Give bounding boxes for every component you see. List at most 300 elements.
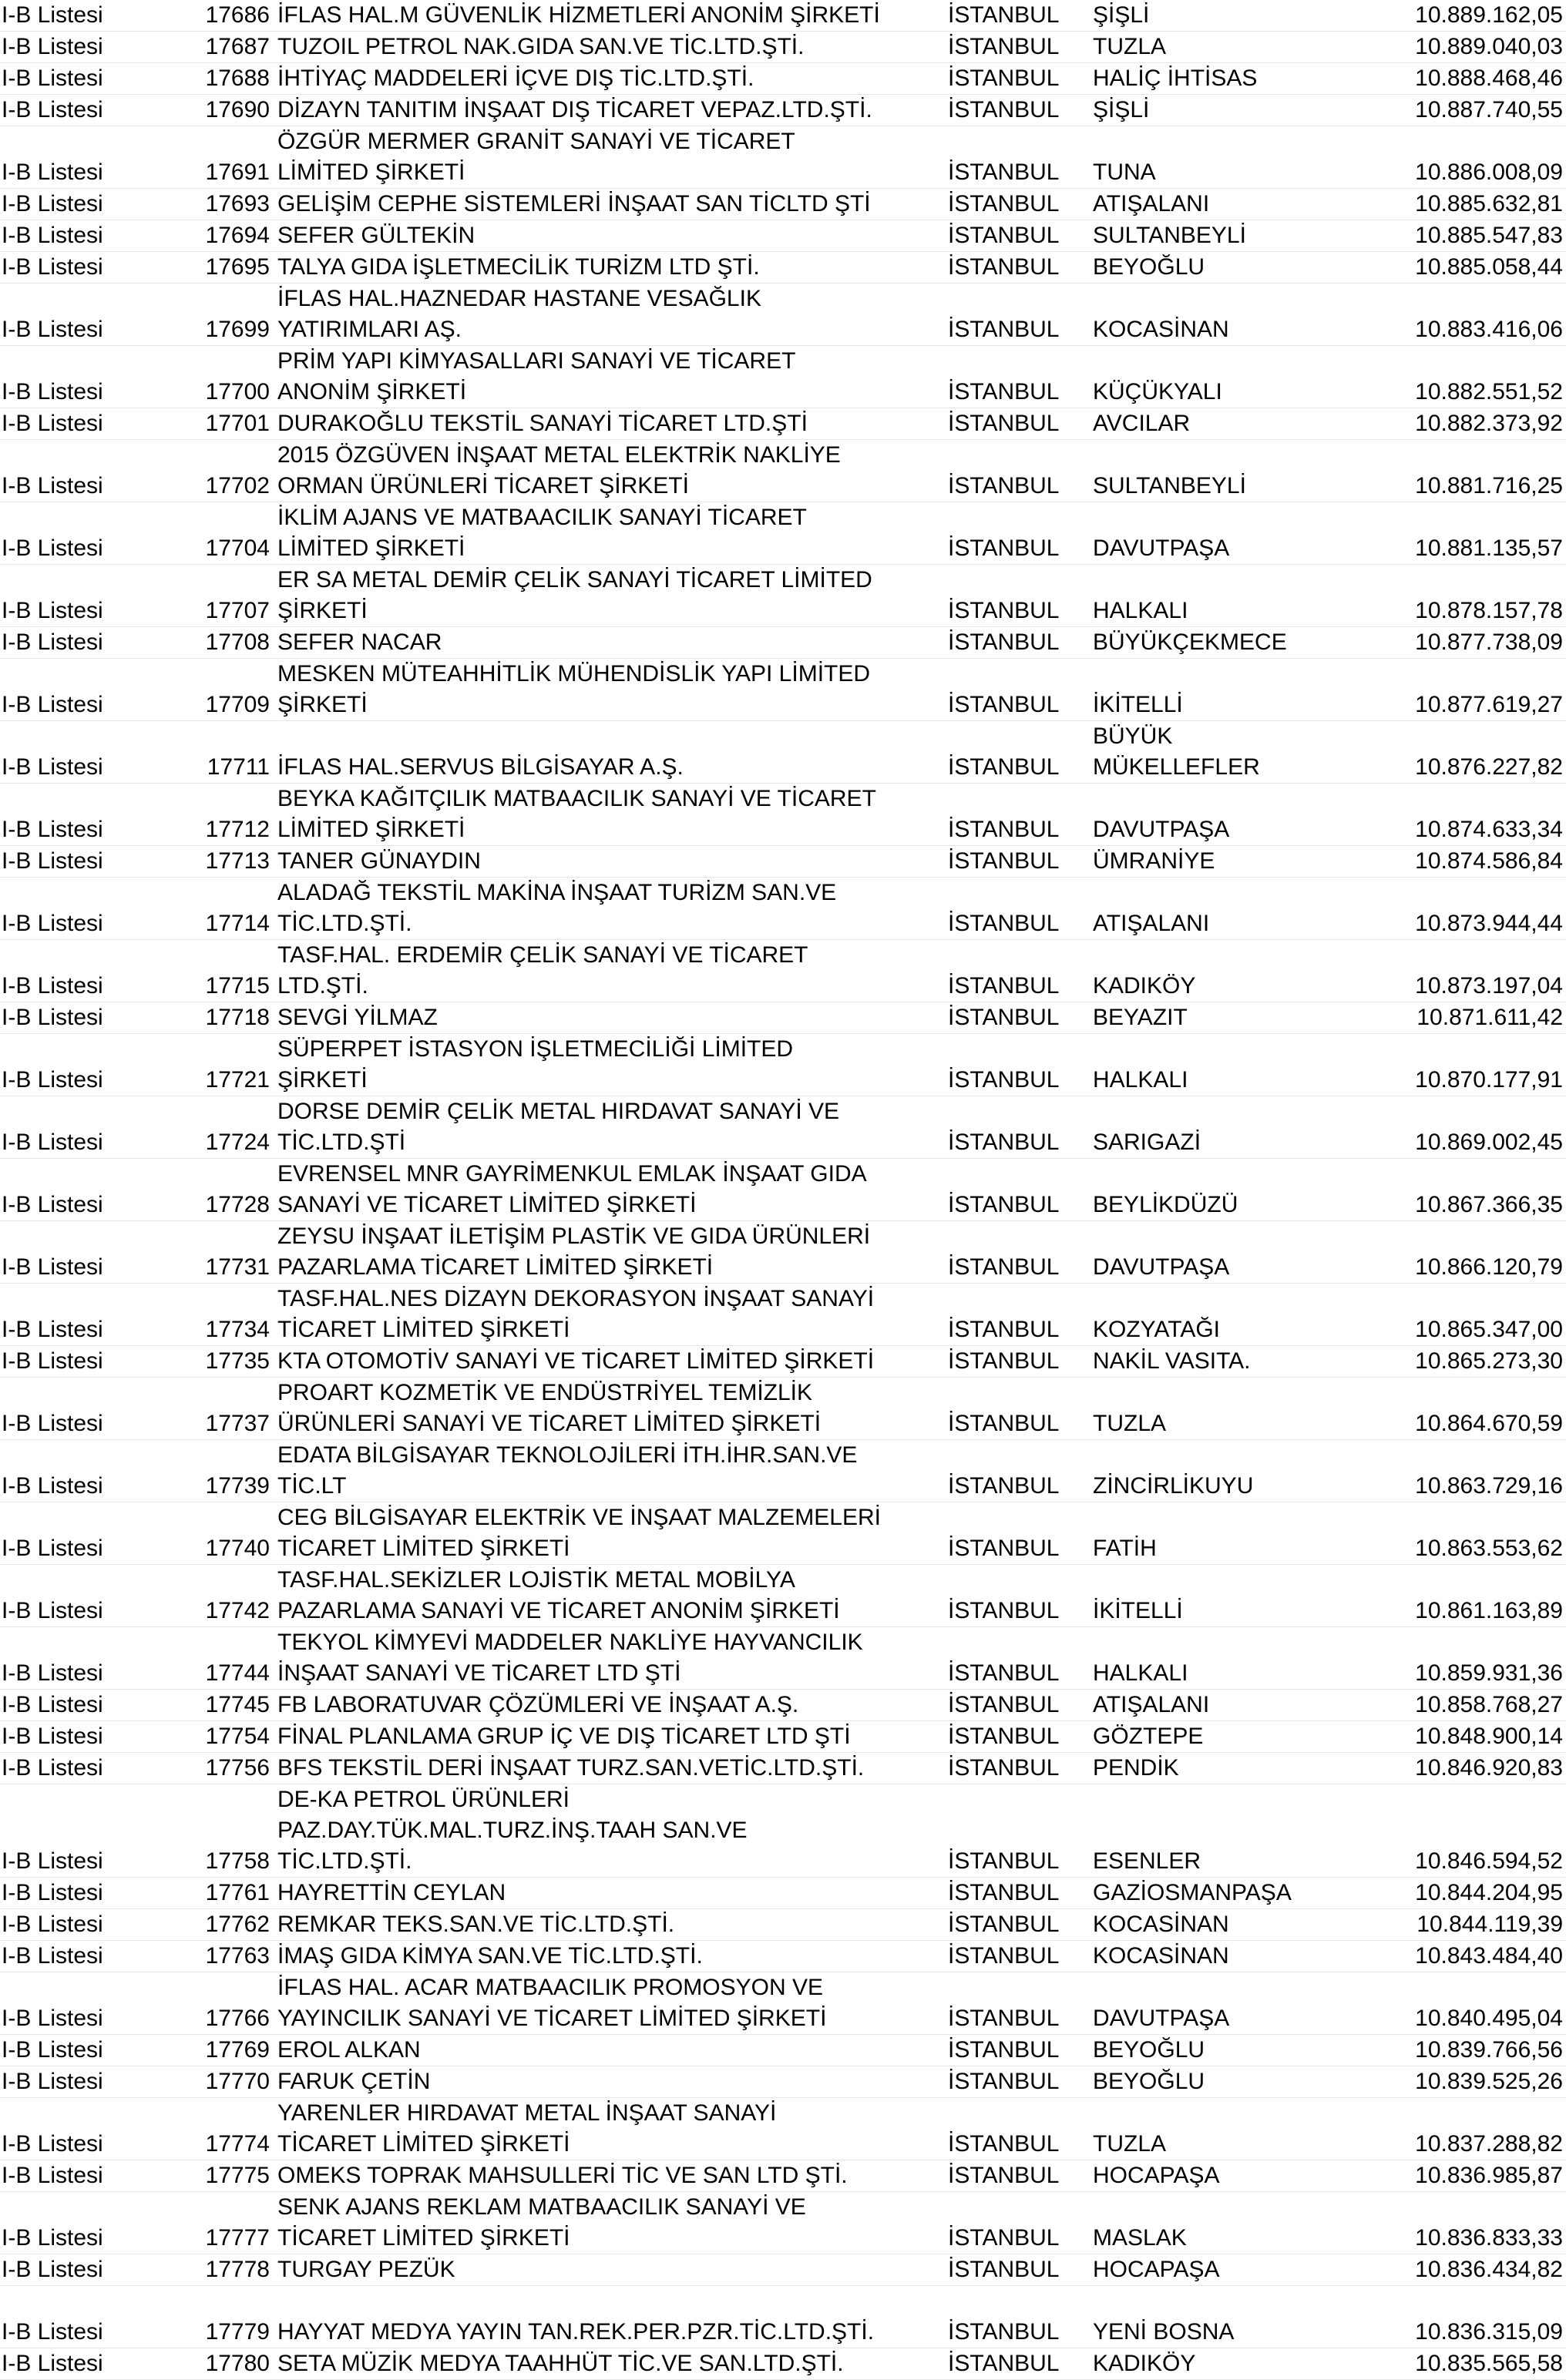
taxpayer-name-cell — [274, 189, 945, 220]
debt-amount-cell: 10.877.738,09 — [1376, 627, 1566, 659]
sequence-number-cell: 17693 — [197, 189, 274, 220]
tax-office-cell-line: BEYOĞLU — [1093, 2037, 1205, 2063]
taxpayer-name-cell-line: EDATA BİLGİSAYAR TEKNOLOJİLERİ İTH.İHR.SAN.VE — [277, 1442, 858, 1468]
debt-amount-cell: 10.871.611,42 — [1376, 1002, 1566, 1034]
taxpayer-name-cell-line: LİMİTED ŞİRKETİ — [277, 159, 465, 185]
taxpayer-name-cell-line: DE-KA PETROL ÜRÜNLERİ — [277, 1787, 570, 1812]
tax-office-cell-line: KOCASİNAN — [1093, 317, 1229, 342]
taxpayer-name-cell-line: ŞİRKETİ — [277, 1067, 368, 1093]
taxpayer-name-cell-line: İFLAS HAL.HAZNEDAR HASTANE VESAĞLIK — [277, 286, 761, 311]
list-type-cell: I-B Listesi — [0, 846, 197, 878]
tax-office-cell — [1090, 0, 1376, 32]
taxpayer-name-cell — [274, 2317, 945, 2348]
debt-amount-cell: 10.870.177,91 — [1376, 1034, 1566, 1096]
tax-office-cell — [1090, 1440, 1376, 1502]
taxpayer-name-cell — [274, 1972, 945, 2035]
debt-amount-cell: 10.844.119,39 — [1376, 1909, 1566, 1941]
list-type-cell: I-B Listesi — [0, 32, 197, 63]
city-cell: İSTANBUL — [945, 1221, 1090, 1284]
table-row — [0, 1284, 1566, 1346]
tax-office-cell — [1090, 1284, 1376, 1346]
taxpayer-name-cell-line: ŞİRKETİ — [277, 692, 368, 717]
list-type-cell: I-B Listesi — [0, 1284, 197, 1346]
sequence-number-cell: 17770 — [197, 2066, 274, 2098]
taxpayer-name-cell-line: İMAŞ GIDA KİMYA SAN.VE TİC.LTD.ŞTİ. — [277, 1943, 703, 1969]
taxpayer-name-cell-line: HAYYAT MEDYA YAYIN TAN.REK.PER.PZR.TİC.LTD.ŞTİ. — [277, 2319, 875, 2345]
debt-amount-cell: 10.861.163,89 — [1376, 1565, 1566, 1627]
debt-amount-cell: 10.885.058,44 — [1376, 252, 1566, 284]
taxpayer-name-cell-line: FB LABORATUVAR ÇÖZÜMLERİ VE İNŞAAT A.Ş. — [277, 1692, 799, 1717]
taxpayer-name-cell — [274, 2098, 945, 2160]
taxpayer-name-cell — [274, 878, 945, 940]
taxpayer-name-cell-line: TALYA GIDA İŞLETMECİLİK TURİZM LTD ŞTİ. — [277, 254, 760, 280]
table-row — [0, 32, 1566, 63]
taxpayer-name-cell-line: ER SA METAL DEMİR ÇELİK SANAYİ TİCARET LİMİTED — [277, 567, 872, 592]
debt-amount-cell: 10.840.495,04 — [1376, 1972, 1566, 2035]
taxpayer-name-cell — [274, 846, 945, 878]
debt-amount-cell: 10.865.273,30 — [1376, 1346, 1566, 1378]
debt-amount-cell: 10.837.288,82 — [1376, 2098, 1566, 2160]
table-row — [0, 2317, 1566, 2348]
tax-office-cell-line: SARIGAZİ — [1093, 1130, 1201, 1155]
tax-office-cell — [1090, 32, 1376, 63]
tax-office-cell-line: YENİ BOSNA — [1093, 2319, 1235, 2345]
tax-office-cell — [1090, 940, 1376, 1002]
list-type-cell: I-B Listesi — [0, 1941, 197, 1972]
sequence-number-cell: 17702 — [197, 440, 274, 502]
debt-amount-cell: 10.867.366,35 — [1376, 1159, 1566, 1221]
table-row — [0, 1565, 1566, 1627]
taxpayer-name-cell-line: SEVGİ YİLMAZ — [277, 1005, 438, 1030]
city-cell: İSTANBUL — [945, 2254, 1090, 2286]
tax-office-cell-line: TUNA — [1093, 159, 1156, 185]
sequence-number-cell: 17739 — [197, 1440, 274, 1502]
taxpayer-name-cell-line: TUZOIL PETROL NAK.GIDA SAN.VE TİC.LTD.ŞTİ. — [277, 34, 805, 59]
debt-amount-cell: 10.886.008,09 — [1376, 126, 1566, 189]
taxpayer-name-cell-line: İHTİYAÇ MADDELERİ İÇVE DIŞ TİC.LTD.ŞTİ. — [277, 65, 754, 91]
debt-amount-cell: 10.885.632,81 — [1376, 189, 1566, 220]
sequence-number-cell: 17779 — [197, 2317, 274, 2348]
taxpayer-name-cell-line: ALADAĞ TEKSTİL MAKİNA İNŞAAT TURİZM SAN.VE — [277, 880, 837, 905]
taxpayer-name-cell-line: REMKAR TEKS.SAN.VE TİC.LTD.ŞTİ. — [277, 1912, 675, 1937]
tax-office-cell — [1090, 2192, 1376, 2254]
taxpayer-name-cell-line: TİC.LTD.ŞTİ — [277, 1130, 406, 1155]
taxpayer-name-cell — [274, 2348, 945, 2380]
city-cell: İSTANBUL — [945, 1502, 1090, 1565]
tax-office-cell-line: BEYLİKDÜZÜ — [1093, 1192, 1238, 1217]
taxpayer-name-cell-line: YATIRIMLARI AŞ. — [277, 317, 462, 342]
taxpayer-name-cell-line: ÜRÜNLERİ SANAYİ VE TİCARET LİMİTED ŞİRKETİ — [277, 1411, 822, 1436]
list-type-cell: I-B Listesi — [0, 1346, 197, 1378]
tax-office-cell-line: BEYOĞLU — [1093, 2069, 1205, 2094]
tax-office-cell-line: GÖZTEPE — [1093, 1724, 1204, 1749]
debt-amount-cell: 10.883.416,06 — [1376, 284, 1566, 346]
debt-amount-cell: 10.863.729,16 — [1376, 1440, 1566, 1502]
sequence-number-cell: 17700 — [197, 346, 274, 408]
table-row — [0, 1941, 1566, 1972]
taxpayer-name-cell — [274, 2066, 945, 2098]
tax-office-cell — [1090, 1378, 1376, 1440]
taxpayer-name-cell-line: İNŞAAT SANAYİ VE TİCARET LTD ŞTİ — [277, 1660, 681, 1686]
list-type-cell: I-B Listesi — [0, 1378, 197, 1440]
taxpayer-name-cell — [274, 126, 945, 189]
tax-office-cell-line: ÜMRANİYE — [1093, 848, 1215, 874]
tax-office-cell — [1090, 95, 1376, 126]
list-type-cell: I-B Listesi — [0, 2160, 197, 2192]
tax-office-cell — [1090, 1034, 1376, 1096]
city-cell: İSTANBUL — [945, 846, 1090, 878]
taxpayer-name-cell-line: ORMAN ÜRÜNLERİ TİCARET ŞİRKETİ — [277, 473, 689, 498]
taxpayer-name-cell-line: TEKYOL KİMYEVİ MADDELER NAKLİYE HAYVANCILIK — [277, 1630, 863, 1655]
table-row — [0, 878, 1566, 940]
empty-cell — [1090, 2286, 1376, 2318]
city-cell: İSTANBUL — [945, 1878, 1090, 1909]
taxpayer-name-cell-line: TİC.LTD.ŞTİ. — [277, 1848, 412, 1874]
tax-office-cell — [1090, 189, 1376, 220]
taxpayer-name-cell — [274, 1096, 945, 1159]
empty-cell — [0, 2286, 197, 2318]
city-cell: İSTANBUL — [945, 1034, 1090, 1096]
table-row — [0, 2192, 1566, 2254]
debt-amount-cell: 10.839.766,56 — [1376, 2035, 1566, 2066]
city-cell: İSTANBUL — [945, 284, 1090, 346]
tax-office-cell — [1090, 2317, 1376, 2348]
table-row — [0, 721, 1566, 784]
list-type-cell: I-B Listesi — [0, 126, 197, 189]
table-row — [0, 252, 1566, 284]
list-type-cell: I-B Listesi — [0, 878, 197, 940]
tax-office-cell-line: İKİTELLİ — [1093, 692, 1183, 717]
empty-cell — [1376, 2286, 1566, 2318]
table-row — [0, 1909, 1566, 1941]
sequence-number-cell: 17761 — [197, 1878, 274, 1909]
tax-office-cell-line: PENDİK — [1093, 1755, 1179, 1781]
sequence-number-cell: 17754 — [197, 1721, 274, 1753]
tax-office-cell — [1090, 1972, 1376, 2035]
debt-amount-cell: 10.869.002,45 — [1376, 1096, 1566, 1159]
table-row — [0, 846, 1566, 878]
city-cell: İSTANBUL — [945, 659, 1090, 721]
list-type-cell: I-B Listesi — [0, 2192, 197, 2254]
taxpayer-name-cell — [274, 63, 945, 95]
taxpayer-name-cell — [274, 1690, 945, 1721]
tax-office-cell-line: AVCILAR — [1093, 411, 1191, 436]
taxpayer-name-cell-line: TASF.HAL.NES DİZAYN DEKORASYON İNŞAAT SANAYİ — [277, 1286, 875, 1311]
taxpayer-name-cell — [274, 1941, 945, 1972]
city-cell: İSTANBUL — [945, 1346, 1090, 1378]
tax-office-cell — [1090, 1159, 1376, 1221]
taxpayer-name-cell — [274, 32, 945, 63]
taxpayer-name-cell-line: LTD.ŞTİ. — [277, 973, 368, 999]
tax-office-cell-line: KÜÇÜKYALI — [1093, 379, 1222, 404]
debt-amount-cell: 10.836.315,09 — [1376, 2317, 1566, 2348]
debt-amount-cell: 10.882.551,52 — [1376, 346, 1566, 408]
sequence-number-cell: 17721 — [197, 1034, 274, 1096]
taxpayer-name-cell — [274, 1753, 945, 1784]
sequence-number-cell: 17740 — [197, 1502, 274, 1565]
list-type-cell: I-B Listesi — [0, 1440, 197, 1502]
taxpayer-name-cell-line: TİC.LT — [277, 1473, 347, 1499]
taxpayer-name-cell — [274, 1002, 945, 1034]
list-type-cell: I-B Listesi — [0, 940, 197, 1002]
table-row — [0, 2066, 1566, 2098]
sequence-number-cell: 17694 — [197, 220, 274, 252]
tax-office-cell — [1090, 2160, 1376, 2192]
sequence-number-cell: 17742 — [197, 1565, 274, 1627]
tax-office-cell-line: TUZLA — [1093, 1411, 1167, 1436]
taxpayer-name-cell-line: DORSE DEMİR ÇELİK METAL HIRDAVAT SANAYİ VE — [277, 1099, 840, 1124]
tax-office-cell — [1090, 659, 1376, 721]
taxpayer-name-cell-line: İFLAS HAL. ACAR MATBAACILIK PROMOSYON VE — [277, 1975, 823, 2000]
sequence-number-cell: 17686 — [197, 0, 274, 32]
taxpayer-name-cell — [274, 2254, 945, 2286]
debt-amount-cell: 10.864.670,59 — [1376, 1378, 1566, 1440]
tax-office-cell — [1090, 1096, 1376, 1159]
taxpayer-name-cell-line: PAZARLAMA TİCARET LİMİTED ŞİRKETİ — [277, 1254, 714, 1280]
city-cell: İSTANBUL — [945, 1440, 1090, 1502]
tax-office-cell-line: KOCASİNAN — [1093, 1912, 1229, 1937]
taxpayer-name-cell — [274, 1627, 945, 1690]
table-row — [0, 2348, 1566, 2380]
taxpayer-name-cell-line: SEFER NACAR — [277, 629, 442, 655]
list-type-cell: I-B Listesi — [0, 1565, 197, 1627]
tax-office-cell-line: BÜYÜKÇEKMECE — [1093, 629, 1287, 655]
debt-amount-cell: 10.859.931,36 — [1376, 1627, 1566, 1690]
tax-office-cell — [1090, 2098, 1376, 2160]
debt-amount-cell: 10.873.197,04 — [1376, 940, 1566, 1002]
taxpayer-name-cell-line: LİMİTED ŞİRKETİ — [277, 817, 465, 842]
taxpayer-name-cell-line: ANONİM ŞİRKETİ — [277, 379, 467, 404]
table-row — [0, 2035, 1566, 2066]
tax-office-cell — [1090, 1565, 1376, 1627]
list-type-cell: I-B Listesi — [0, 1034, 197, 1096]
list-type-cell: I-B Listesi — [0, 1753, 197, 1784]
tax-office-cell-line: MÜKELLEFLER — [1093, 754, 1260, 780]
list-type-cell: I-B Listesi — [0, 1784, 197, 1878]
taxpayer-name-cell-line: PROART KOZMETİK VE ENDÜSTRİYEL TEMİZLİK — [277, 1380, 813, 1405]
taxpayer-name-cell — [274, 721, 945, 784]
taxpayer-name-cell-line: YARENLER HIRDAVAT METAL İNŞAAT SANAYİ — [277, 2100, 777, 2126]
list-type-cell: I-B Listesi — [0, 1159, 197, 1221]
taxpayer-name-cell-line: TİCARET LİMİTED ŞİRKETİ — [277, 1317, 570, 1342]
tax-office-cell-line: DAVUTPAŞA — [1093, 2006, 1230, 2031]
city-cell: İSTANBUL — [945, 627, 1090, 659]
taxpayer-name-cell-line: TURGAY PEZÜK — [277, 2257, 455, 2282]
taxpayer-name-cell-line: 2015 ÖZGÜVEN İNŞAAT METAL ELEKTRİK NAKLİYE — [277, 442, 841, 468]
list-type-cell: I-B Listesi — [0, 2348, 197, 2380]
tax-office-cell — [1090, 846, 1376, 878]
sequence-number-cell: 17690 — [197, 95, 274, 126]
table-row — [0, 1784, 1566, 1878]
table-row — [0, 1002, 1566, 1034]
tax-office-cell-line: KADIKÖY — [1093, 2351, 1196, 2376]
city-cell: İSTANBUL — [945, 252, 1090, 284]
taxpayer-name-cell-line: TİC.LTD.ŞTİ. — [277, 911, 412, 936]
taxpayer-name-cell — [274, 2035, 945, 2066]
sequence-number-cell: 17758 — [197, 1784, 274, 1878]
taxpayer-name-cell-line: TASF.HAL. ERDEMİR ÇELİK SANAYİ VE TİCARET — [277, 942, 808, 968]
city-cell: İSTANBUL — [945, 1284, 1090, 1346]
city-cell: İSTANBUL — [945, 189, 1090, 220]
tax-office-cell — [1090, 220, 1376, 252]
tax-office-cell — [1090, 565, 1376, 627]
debt-amount-cell: 10.839.525,26 — [1376, 2066, 1566, 2098]
table-row — [0, 1627, 1566, 1690]
city-cell: İSTANBUL — [945, 32, 1090, 63]
list-type-cell: I-B Listesi — [0, 2098, 197, 2160]
tax-office-cell-line: HOCAPAŞA — [1093, 2257, 1220, 2282]
sequence-number-cell: 17778 — [197, 2254, 274, 2286]
taxpayer-name-cell — [274, 502, 945, 565]
tax-office-cell — [1090, 1878, 1376, 1909]
debt-amount-cell: 10.846.920,83 — [1376, 1753, 1566, 1784]
tax-office-cell — [1090, 1721, 1376, 1753]
list-type-cell: I-B Listesi — [0, 1690, 197, 1721]
taxpayer-name-cell-line: PRİM YAPI KİMYASALLARI SANAYİ VE TİCARET — [277, 348, 796, 374]
tax-office-cell-line: İKİTELLİ — [1093, 1598, 1183, 1623]
table-row — [0, 659, 1566, 721]
list-type-cell: I-B Listesi — [0, 2035, 197, 2066]
taxpayer-name-cell-line: TASF.HAL.SEKİZLER LOJİSTİK METAL MOBİLYA — [277, 1567, 795, 1593]
table-row — [0, 284, 1566, 346]
tax-office-cell — [1090, 1627, 1376, 1690]
taxpayer-name-cell-line: FARUK ÇETİN — [277, 2069, 431, 2094]
sequence-number-cell: 17724 — [197, 1096, 274, 1159]
taxpayer-name-cell — [274, 440, 945, 502]
tax-office-cell-line: ZİNCİRLİKUYU — [1093, 1473, 1254, 1499]
tax-office-cell-line: BEYOĞLU — [1093, 254, 1205, 280]
table-row — [0, 2254, 1566, 2286]
sequence-number-cell: 17712 — [197, 784, 274, 846]
list-type-cell: I-B Listesi — [0, 1878, 197, 1909]
taxpayer-name-cell-line: TİCARET LİMİTED ŞİRKETİ — [277, 2131, 570, 2157]
debt-amount-cell: 10.843.484,40 — [1376, 1941, 1566, 1972]
tax-office-cell-line: ŞİŞLİ — [1093, 2, 1150, 28]
table-row — [0, 63, 1566, 95]
table-row — [0, 1753, 1566, 1784]
sequence-number-cell: 17777 — [197, 2192, 274, 2254]
table-row — [0, 1034, 1566, 1096]
taxpayer-name-cell — [274, 659, 945, 721]
taxpayer-name-cell — [274, 2192, 945, 2254]
sequence-number-cell: 17769 — [197, 2035, 274, 2066]
taxpayer-name-cell — [274, 0, 945, 32]
sequence-number-cell: 17744 — [197, 1627, 274, 1690]
tax-office-cell-line: KOCASİNAN — [1093, 1943, 1229, 1969]
debt-amount-cell: 10.889.162,05 — [1376, 0, 1566, 32]
taxpayer-name-cell — [274, 220, 945, 252]
taxpayer-name-cell-line: MESKEN MÜTEAHHİTLİK MÜHENDİSLİK YAPI LİMİTED — [277, 661, 871, 686]
tax-office-cell — [1090, 408, 1376, 440]
tax-office-cell-line: KOZYATAĞI — [1093, 1317, 1221, 1342]
sequence-number-cell: 17711 — [197, 721, 274, 784]
sequence-number-cell: 17735 — [197, 1346, 274, 1378]
taxpayer-name-cell — [274, 1502, 945, 1565]
debt-amount-cell: 10.865.347,00 — [1376, 1284, 1566, 1346]
debt-amount-cell: 10.889.040,03 — [1376, 32, 1566, 63]
list-type-cell: I-B Listesi — [0, 408, 197, 440]
city-cell: İSTANBUL — [945, 1941, 1090, 1972]
tax-office-cell — [1090, 1784, 1376, 1878]
debt-amount-cell: 10.866.120,79 — [1376, 1221, 1566, 1284]
city-cell: İSTANBUL — [945, 1002, 1090, 1034]
city-cell: İSTANBUL — [945, 95, 1090, 126]
tax-office-cell — [1090, 502, 1376, 565]
tax-office-cell-line: HALKALI — [1093, 598, 1188, 623]
city-cell: İSTANBUL — [945, 408, 1090, 440]
table-row — [0, 1346, 1566, 1378]
list-type-cell: I-B Listesi — [0, 346, 197, 408]
city-cell: İSTANBUL — [945, 1690, 1090, 1721]
taxpayer-name-cell — [274, 1284, 945, 1346]
table-row — [0, 1221, 1566, 1284]
taxpayer-name-cell — [274, 1565, 945, 1627]
sequence-number-cell: 17763 — [197, 1941, 274, 1972]
tax-office-cell — [1090, 721, 1376, 784]
tax-office-cell-line: HOCAPAŞA — [1093, 2163, 1220, 2188]
list-type-cell: I-B Listesi — [0, 502, 197, 565]
city-cell: İSTANBUL — [945, 440, 1090, 502]
debt-amount-cell: 10.835.565,58 — [1376, 2348, 1566, 2380]
tax-office-cell-line: DAVUTPAŞA — [1093, 1254, 1230, 1280]
empty-cell — [945, 2286, 1090, 2318]
city-cell: İSTANBUL — [945, 1378, 1090, 1440]
city-cell: İSTANBUL — [945, 721, 1090, 784]
table-row — [0, 189, 1566, 220]
sequence-number-cell: 17737 — [197, 1378, 274, 1440]
tax-office-cell-line: BEYAZIT — [1093, 1005, 1188, 1030]
taxpayer-name-cell — [274, 784, 945, 846]
list-type-cell: I-B Listesi — [0, 1909, 197, 1941]
tax-office-cell — [1090, 2035, 1376, 2066]
debt-amount-cell: 10.874.633,34 — [1376, 784, 1566, 846]
tax-office-cell — [1090, 1690, 1376, 1721]
taxpayer-name-cell-line: DİZAYN TANITIM İNŞAAT DIŞ TİCARET VEPAZ.LTD.ŞTİ. — [277, 97, 872, 123]
taxpayer-name-cell-line: SETA MÜZİK MEDYA TAAHHÜT TİC.VE SAN.LTD.ŞTİ. — [277, 2351, 844, 2376]
tax-office-cell — [1090, 1753, 1376, 1784]
city-cell: İSTANBUL — [945, 0, 1090, 32]
taxpayer-name-cell — [274, 1909, 945, 1941]
taxpayer-name-cell-line: GELİŞİM CEPHE SİSTEMLERİ İNŞAAT SAN TİCLTD ŞTİ — [277, 191, 871, 217]
taxpayer-name-cell-line: ŞİRKETİ — [277, 598, 368, 623]
city-cell: İSTANBUL — [945, 1721, 1090, 1753]
sequence-number-cell: 17766 — [197, 1972, 274, 2035]
sequence-number-cell: 17695 — [197, 252, 274, 284]
taxpayer-name-cell — [274, 1159, 945, 1221]
list-type-cell: I-B Listesi — [0, 252, 197, 284]
city-cell: İSTANBUL — [945, 1972, 1090, 2035]
taxpayer-name-cell-line: PAZARLAMA SANAYİ VE TİCARET ANONİM ŞİRKETİ — [277, 1598, 840, 1623]
taxpayer-name-cell-line: YAYINCILIK SANAYİ VE TİCARET LİMİTED ŞİRKETİ — [277, 2006, 827, 2031]
taxpayer-name-cell — [274, 346, 945, 408]
list-type-cell: I-B Listesi — [0, 440, 197, 502]
taxpayer-name-cell-line: TİCARET LİMİTED ŞİRKETİ — [277, 1536, 570, 1561]
city-cell: İSTANBUL — [945, 565, 1090, 627]
list-type-cell: I-B Listesi — [0, 220, 197, 252]
table-row — [0, 784, 1566, 846]
debt-amount-cell: 10.848.900,14 — [1376, 1721, 1566, 1753]
sequence-number-cell: 17704 — [197, 502, 274, 565]
list-type-cell: I-B Listesi — [0, 284, 197, 346]
city-cell: İSTANBUL — [945, 2317, 1090, 2348]
city-cell: İSTANBUL — [945, 878, 1090, 940]
table-row — [0, 1378, 1566, 1440]
debt-amount-cell: 10.836.833,33 — [1376, 2192, 1566, 2254]
table-row — [0, 346, 1566, 408]
sequence-number-cell: 17775 — [197, 2160, 274, 2192]
empty-cell — [274, 2286, 945, 2318]
tax-office-cell — [1090, 878, 1376, 940]
